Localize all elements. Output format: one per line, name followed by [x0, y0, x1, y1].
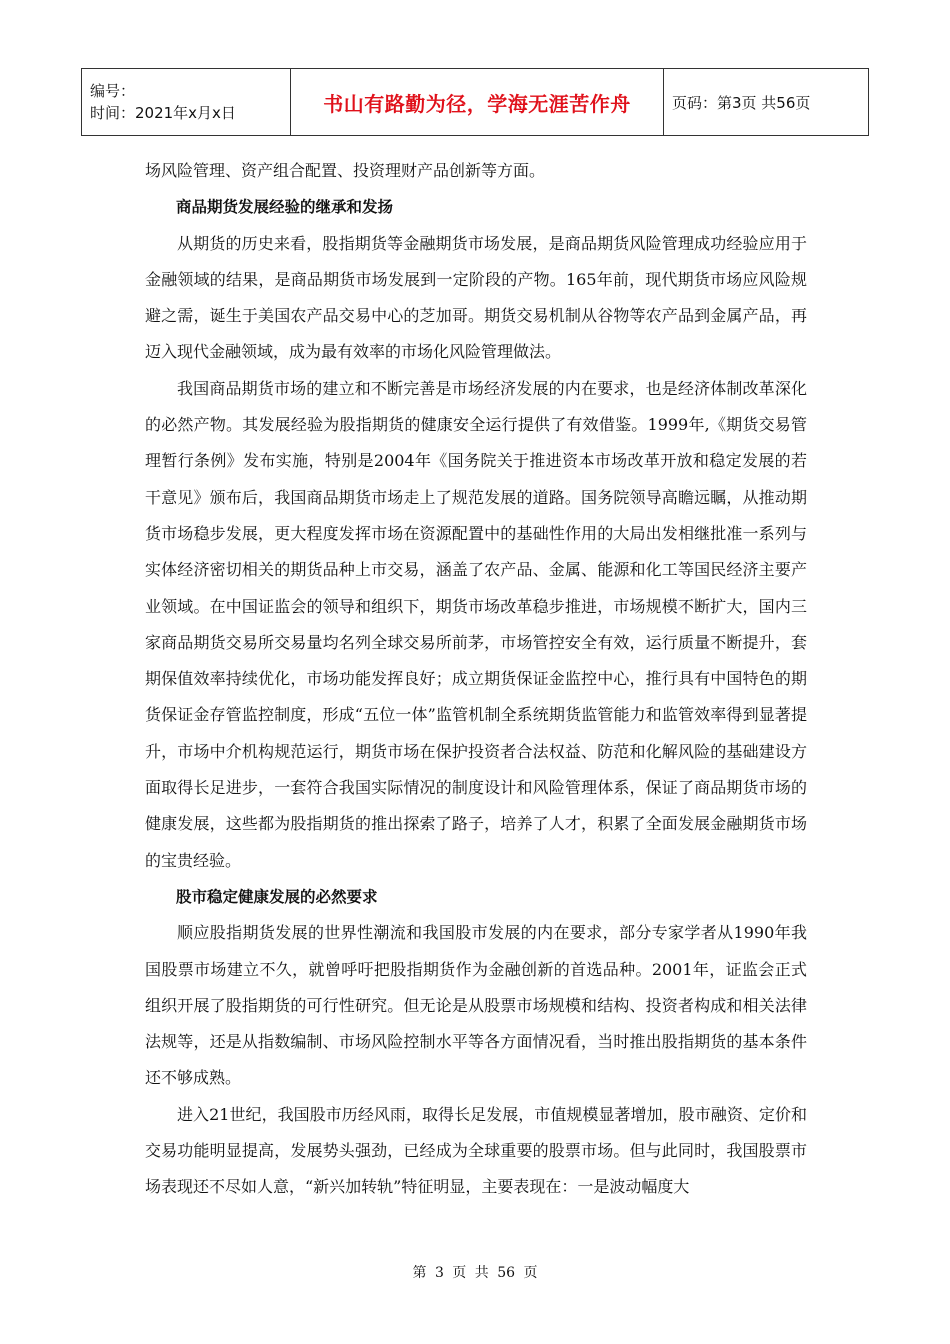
section-heading: 股市稳定健康发展的必然要求: [176, 887, 378, 906]
header-motto: 书山有路勤为径，学海无涯苦作舟: [291, 69, 664, 136]
page-footer: 第 3 页 共 56 页: [412, 1265, 538, 1281]
header-meta: [82, 69, 291, 136]
header-page-info: 页码：第3页 共56页: [664, 69, 869, 136]
header-table: [81, 68, 869, 136]
paragraph: 从期货的历史来看，股指期货等金融期货市场发展，是商品期货风险管理成功经验应用于金融领域的结果，是商品期货市场发展到一定阶段的产物。165年前，现代期货市场应风险规避之需，诞生于美国农产品交易中心的芝加哥。期货交易机制从谷物等农产品到金属产品，再迈入现代金融领域，成为最有效率的市场化风险管理做法。: [145, 233, 807, 362]
paragraph-continuation: 场风险管理、资产组合配置、投资理财产品创新等方面。: [145, 161, 546, 180]
section-heading: 商品期货发展经验的继承和发扬: [176, 198, 394, 217]
paragraph: 顺应股指期货发展的世界性潮流和我国股市发展的内在要求，部分专家学者从1990年我国股票市场建立不久，就曾呼吁把股指期货作为金融创新的首选品种。2001年，证监会正式组织开展了股指期货的可行性研究。但无论是从股票市场规模和结构、投资者构成和相关法律法规等，还是从指数编制、市场风险控制水平等各方面情况看，当时推出股指期货的基本条件还不够成熟。: [145, 923, 807, 1088]
number-label: 编号：: [90, 82, 136, 100]
document-body: [145, 153, 807, 1206]
paragraph: 我国商品期货市场的建立和不断完善是市场经济发展的内在要求，也是经济体制改革深化的必然产物。其发展经验为股指期货的健康安全运行提供了有效借鉴。1999年,《期货交易管理暂行条例》发布实施，特别是2004年《国务院关于推进资本市场改革开放和稳定发展的若干意见》颁布后，我国商品期货市场走上了规范发展的道路。国务院领导高瞻远瞩，从推动期货市场稳步发展，更大程度发挥市场在资源配置中的基础性作用的大局出发相继批准一系列与实体经济密切相关的期货品种上市交易，涵盖了农产品、金属、能源和化工等国民经济主要产业领域。在中国证监会的领导和组织下，期货市场改革稳步推进，市场规模不断扩大，国内三家商品期货交易所交易量均名列全球交易所前茅，市场管控安全有效，运行质量不断提升，套期保值效率持续优化，市场功能发挥良好；成立期货保证金监控中心，推行具有中国特色的期货保证金存管监控制度，形成“五位一体”监管机制全系统期货监管能力和监管效率得到显著提升，市场中介机构规范运行，期货市场在保护投资者合法权益、防范和化解风险的基础建设方面取得长足进步，一套符合我国实际情况的制度设计和风险管理体系，保证了商品期货市场的健康发展，这些都为股指期货的推出探索了路子，培养了人才，积累了全面发展金融期货市场的宝贵经验。: [145, 378, 807, 870]
time-label: 时间：2021年x月x日: [90, 104, 236, 122]
paragraph: 进入21世纪，我国股市历经风雨，取得长足发展，市值规模显著增加，股市融资、定价和交易功能明显提高，发展势头强劲，已经成为全球重要的股票市场。但与此同时，我国股票市场表现还不尽如人意，“新兴加转轨”特征明显，主要表现在：一是波动幅度大: [145, 1104, 807, 1197]
